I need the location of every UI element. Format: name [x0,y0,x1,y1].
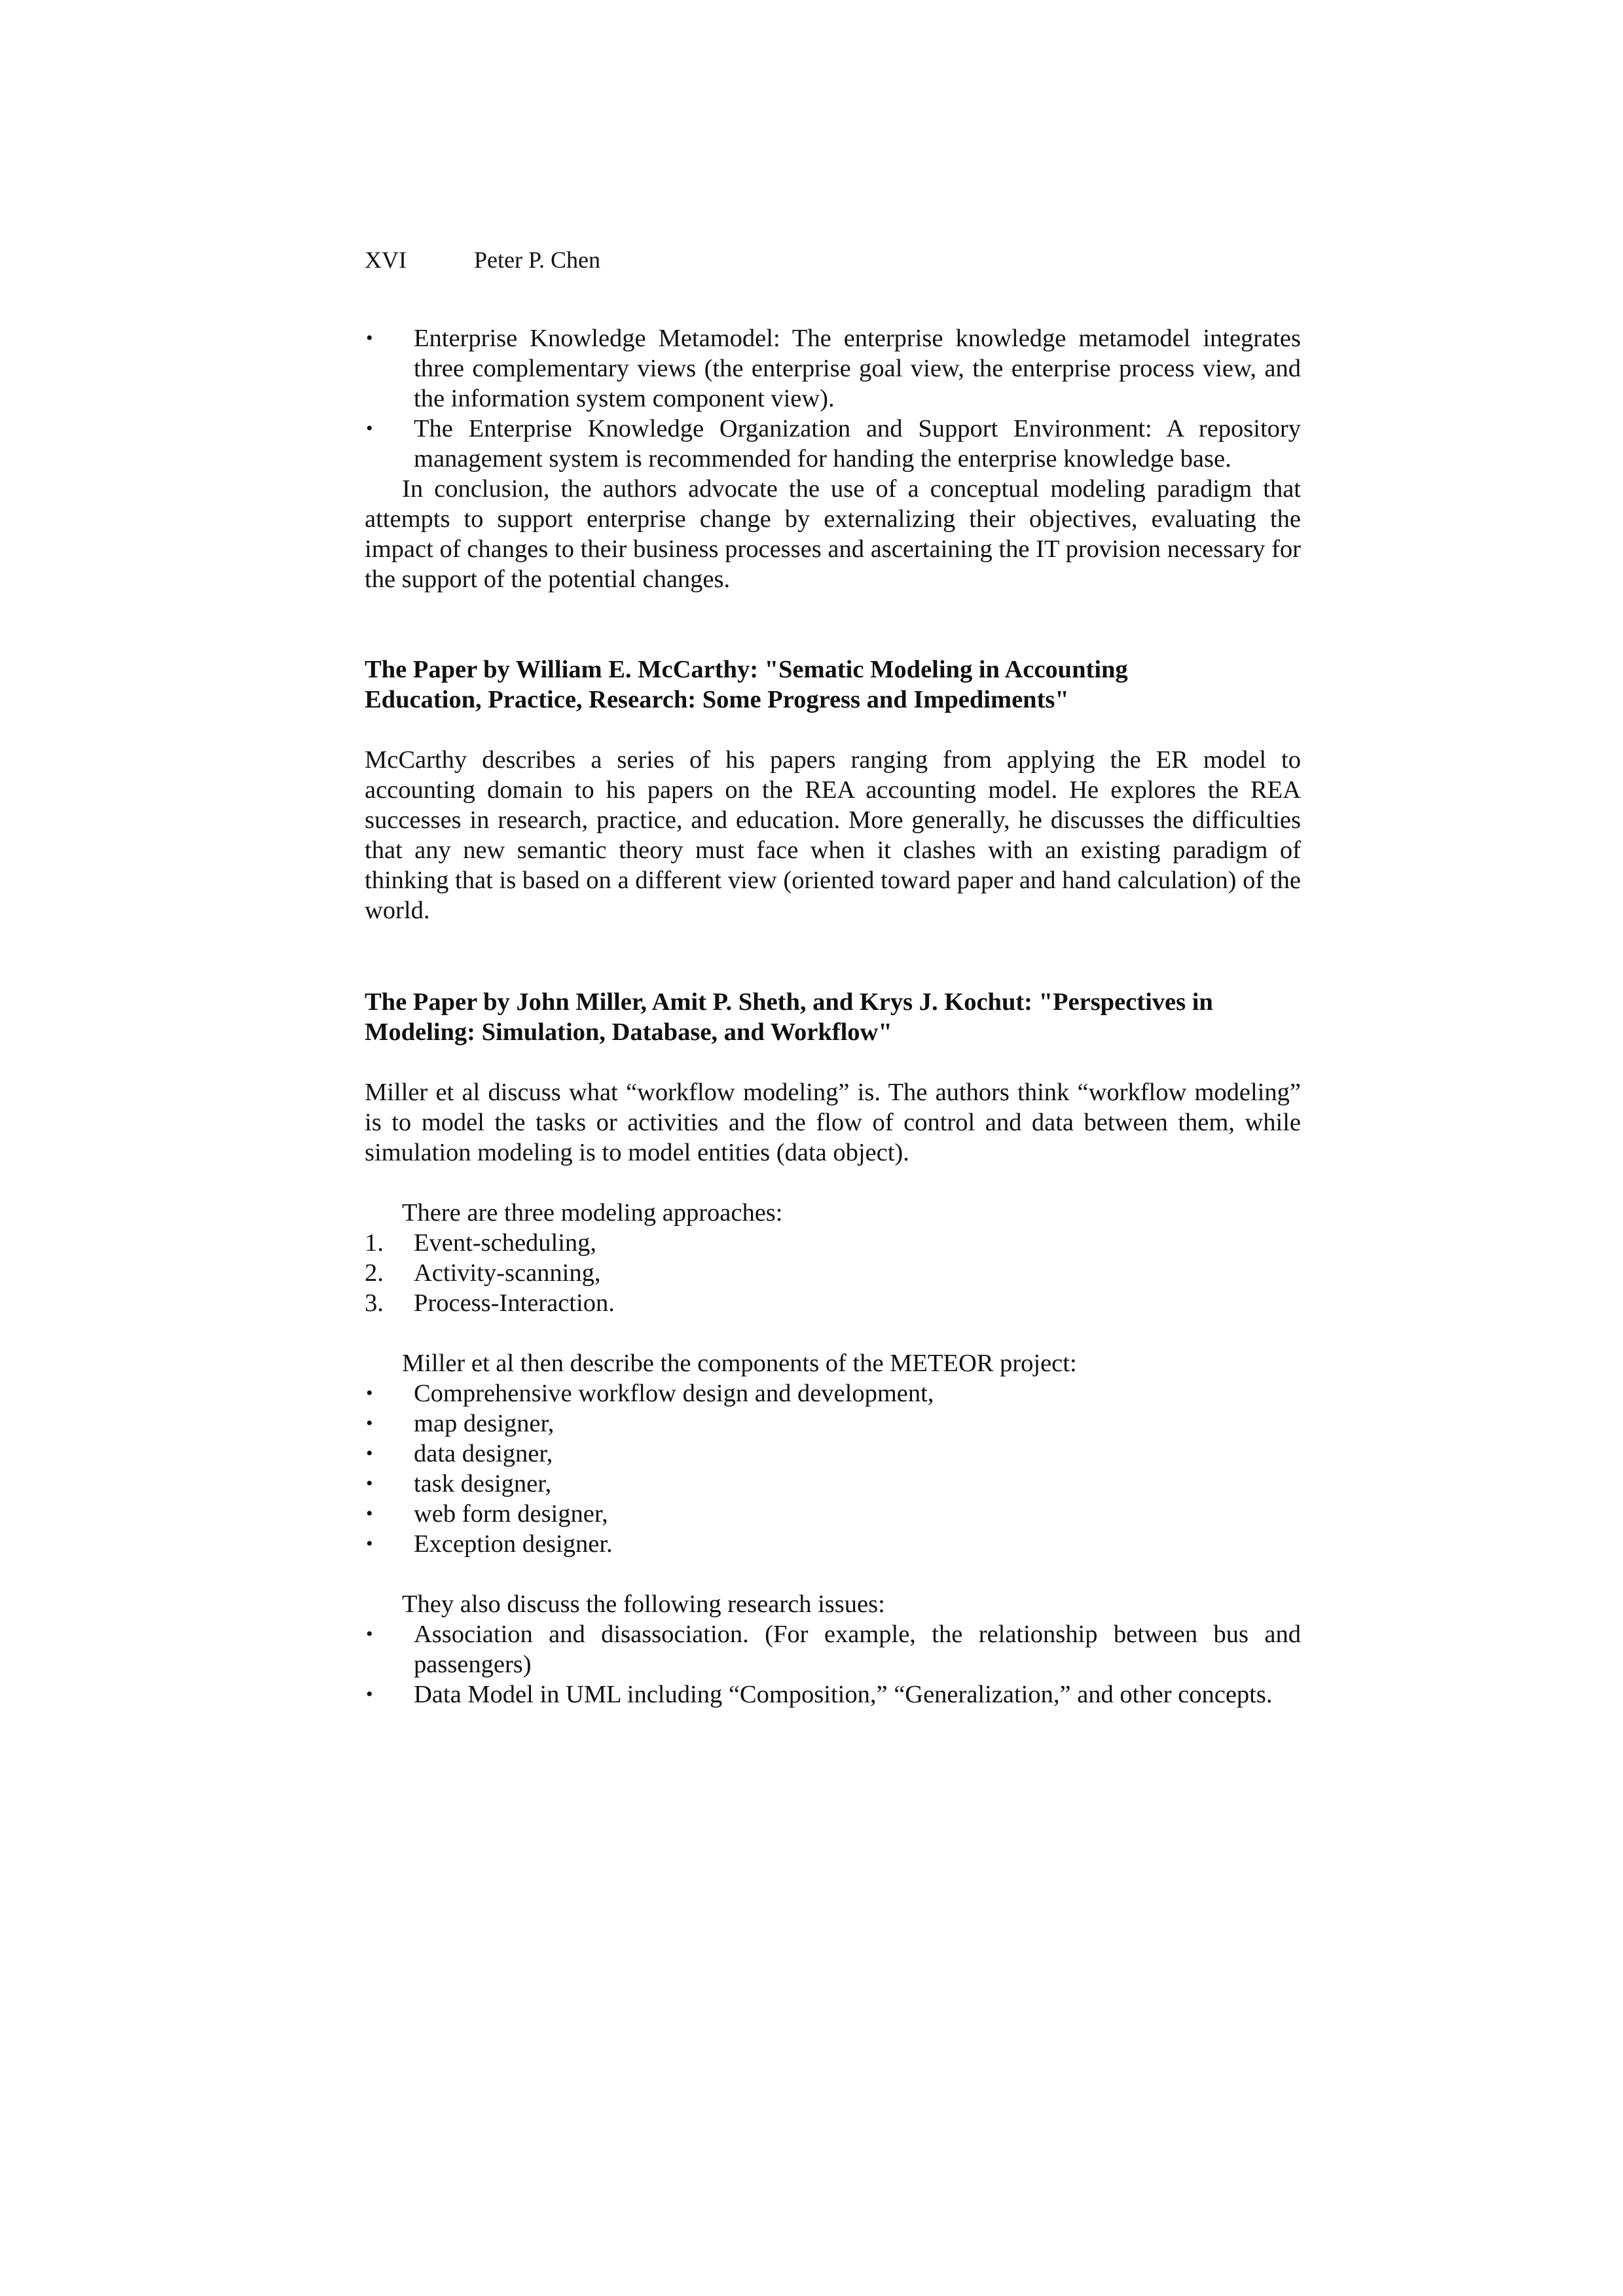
bullet-marker: • [366,1443,373,1464]
mccarthy-summary-paragraph: McCarthy describes a series of his papers ranging from applying the ER model to accounting domain to his papers on the REA accounting model. He explores the REA successes in research, practice, and education. More generally, he discusses the difficulties that any new semantic theory must face when it clashes with an existing paradigm of thinking that is based on a different view (oriented toward paper and hand calculation) of the world. [365,746,1301,924]
list-item [365,1288,1301,1318]
list-item-text: Exception designer. [414,1530,613,1558]
miller-section [365,987,1301,1710]
list-item [365,323,1301,414]
list-item-text: The Enterprise Knowledge Organization and Support Environment: A repository management system is recommended for handing the enterprise knowledge base. [414,415,1301,473]
list-item [365,1258,1301,1288]
conclusion-paragraph: In conclusion, the authors advocate the use of a conceptual modeling paradigm that attempts to support enterprise change by externalizing their objectives, evaluating the impact of changes to their business processes and ascertaining the IT provision necessary for the support of the potential changes. [365,475,1301,593]
approaches-list [365,1228,1301,1318]
issues-list [365,1619,1301,1710]
components-intro: Miller et al then describe the components of the METEOR project: [402,1350,1077,1377]
list-item-text: Data Model in UML including “Composition,” “Generalization,” and other concepts. [414,1681,1273,1708]
list-item-text: Process-Interaction. [414,1289,615,1317]
running-head [365,245,600,275]
heading-line: The Paper by William E. McCarthy: "Sematic Modeling in Accounting [365,656,1128,683]
list-item [365,1679,1301,1710]
list-item-text: Association and disassociation. (For example, the relationship between bus and passengers) [414,1621,1301,1678]
bullet-marker: • [366,418,373,439]
list-number: 1. [365,1229,384,1257]
list-item [365,1499,1301,1529]
bullet-marker: • [366,1473,373,1494]
bullet-marker: • [366,1623,373,1645]
list-number: 2. [365,1259,384,1287]
list-item [365,1228,1301,1258]
components-list [365,1378,1301,1559]
heading-line: Education, Practice, Research: Some Progress and Impediments" [365,686,1069,713]
list-item-text: map designer, [414,1410,555,1437]
bullet-marker: • [366,327,373,349]
section-heading [365,655,1301,715]
list-item [365,1439,1301,1469]
approaches-intro: There are three modeling approaches: [402,1199,783,1227]
bullet-marker: • [366,1382,373,1404]
list-item [365,1378,1301,1408]
list-item-text: data designer, [414,1440,553,1467]
page-folio: XVI [365,247,407,273]
heading-line: The Paper by John Miller, Amit P. Sheth, and Krys J. Kochut: "Perspectives in [365,988,1213,1016]
enterprise-bullet-list [365,323,1301,474]
bullet-marker: • [366,1683,373,1705]
list-item-text: Activity-scanning, [414,1259,601,1287]
list-item [365,1408,1301,1439]
list-number: 3. [365,1289,384,1317]
heading-line: Modeling: Simulation, Database, and Workflow" [365,1018,892,1046]
bullet-marker: • [366,1412,373,1434]
running-head-author: Peter P. Chen [474,247,600,273]
list-item-text: web form designer, [414,1500,608,1528]
miller-summary-paragraph: Miller et al discuss what “workflow modeling” is. The authors think “workflow modeling” is to model the tasks or activities and the flow of control and data between them, while simulation modeling is to model entities (data object). [365,1079,1301,1166]
list-item [365,1619,1301,1679]
bullet-marker: • [366,1533,373,1554]
enterprise-section [365,323,1301,594]
list-item-text: Enterprise Knowledge Metamodel: The enterprise knowledge metamodel integrates three complementary views (the enterprise goal view, the enterprise process view, and the information system component view). [414,325,1301,412]
bullet-marker: • [366,1503,373,1524]
section-heading [365,987,1301,1047]
list-item [365,414,1301,474]
issues-intro: They also discuss the following research issues: [402,1590,885,1618]
list-item-text: task designer, [414,1470,552,1498]
mccarthy-section [365,655,1301,925]
list-item [365,1529,1301,1559]
list-item [365,1469,1301,1499]
list-item-text: Event-scheduling, [414,1229,597,1257]
list-item-text: Comprehensive workflow design and development, [414,1380,934,1407]
